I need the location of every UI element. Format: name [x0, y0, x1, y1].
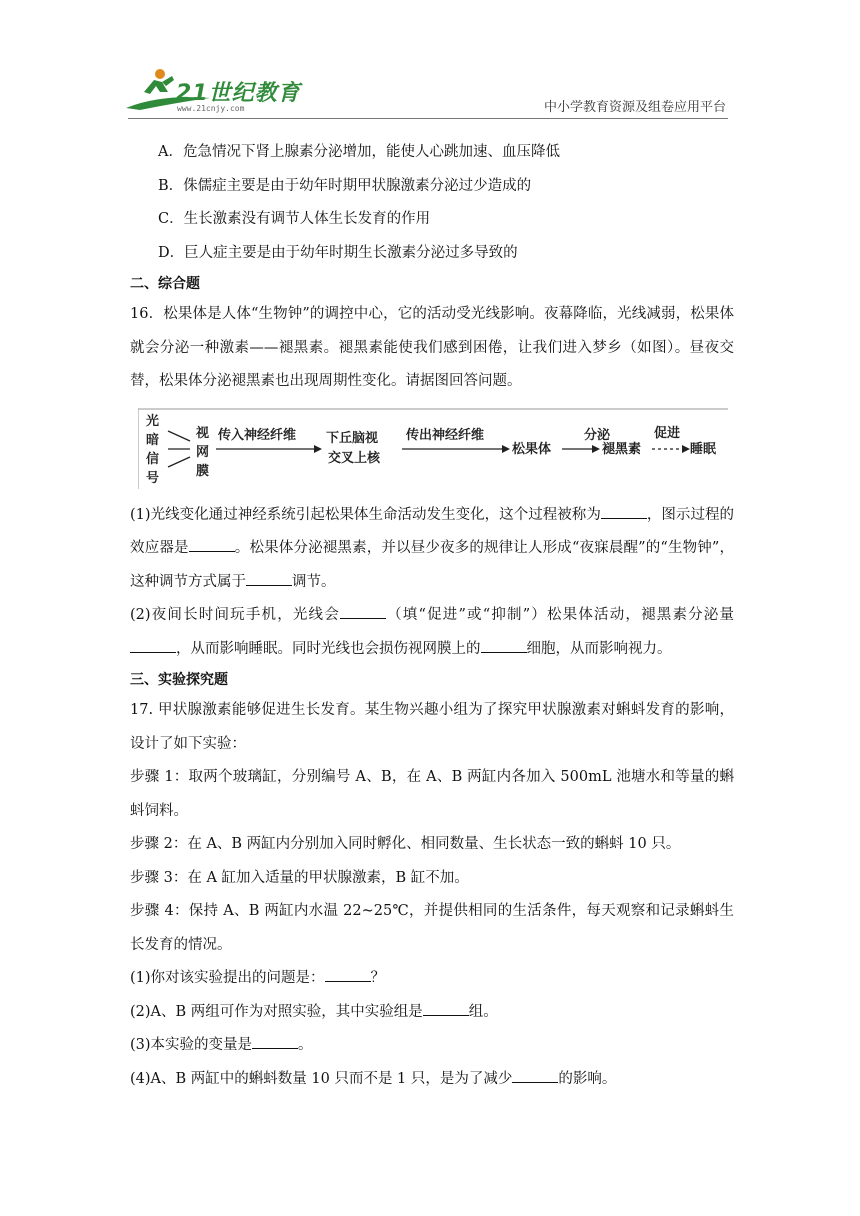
dg-n1-1: 暗: [146, 432, 160, 448]
answer-blank[interactable]: [189, 537, 235, 552]
dg-n2-0: 视: [196, 425, 210, 441]
melatonin-flow-diagram: [138, 407, 728, 489]
answer-blank[interactable]: [325, 967, 371, 982]
dg-a1: 传入神经纤维: [218, 427, 297, 443]
dg-n1-3: 号: [146, 470, 160, 486]
page-header: [0, 0, 860, 130]
q16-sub2: (2)夜间长时间玩手机，光线会 （填“促进”或“抑制”）松果体活动，褪黑素分泌量，从而影响睡眠。同时光线也会损伤视网膜上的 细胞，从而影响视力。: [130, 599, 734, 666]
option-b: B．侏儒症主要是由于幼年时期甲状腺激素分泌过少造成的: [158, 177, 532, 194]
q17-sub4: (4)A、B 两缸中的蝌蚪数量 10 只而不是 1 只，是为了减少 的影响。: [130, 1063, 734, 1097]
platform-name: 中小学教育资源及组卷应用平台: [543, 100, 726, 115]
dg-n2-2: 膜: [196, 463, 210, 479]
section-heading-3: 三、实验探究题: [130, 672, 228, 688]
dg-n2-1: 网: [196, 444, 210, 460]
answer-blank[interactable]: [423, 1001, 469, 1016]
dg-n4: 松果体: [512, 441, 552, 457]
answer-blank[interactable]: [246, 571, 292, 586]
header-divider: [128, 118, 728, 119]
q17-step-2: 步骤 2：在 A、B 两缸内分别加入同时孵化、相同数量、生长状态一致的蝌蚪 10 只。: [130, 836, 681, 852]
dg-a4: 促进: [654, 425, 681, 441]
answer-blank[interactable]: [481, 638, 527, 653]
section-heading-2: 二、综合题: [130, 276, 200, 292]
dg-n3-0: 下丘脑视: [326, 430, 379, 446]
dg-n3-1: 交叉上核: [328, 450, 381, 466]
logo-text: 21世纪教育: [176, 81, 301, 106]
q16-sub1: (1)光线变化通过神经系统引起松果体生命活动发生变化，这个过程被称为 ，图示过程的效应器是 。松果体分泌褪黑素，并以昼少夜多的规律让人形成“夜寐晨醒”的“生物钟”，这种调节方式属于 调节。: [130, 499, 734, 600]
q17-step-3: 步骤 3：在 A 缸加入适量的甲状腺激素，B 缸不加。: [130, 869, 469, 886]
q17-step-4: 步骤 4：保持 A、B 两缸内水温 22~25℃，并提供相同的生活条件，每天观察和记录蝌蚪生长发育的情况。: [130, 903, 734, 953]
option-c: C．生长激素没有调节人体生长发育的作用: [158, 211, 431, 227]
q17-stem: 17. 甲状腺激素能够促进生长发育。某生物兴趣小组为了探究甲状腺激素对蝌蚪发育的影响，设计了如下实验：: [130, 702, 734, 752]
dg-a2: 传出神经纤维: [406, 427, 485, 443]
dg-n5: 褪黑素: [602, 441, 642, 457]
answer-blank[interactable]: [601, 504, 647, 519]
dg-n1-2: 信: [146, 451, 160, 467]
dg-n6: 睡眠: [690, 441, 717, 457]
answer-blank[interactable]: [252, 1034, 298, 1049]
q17-sub3: (3)本实验的变量是 。: [130, 1029, 734, 1063]
option-d: D．巨人症主要是由于幼年时期生长激素分泌过多导致的: [158, 244, 518, 261]
answer-blank[interactable]: [340, 604, 386, 619]
answer-blank[interactable]: [512, 1068, 558, 1083]
option-a: A．危急情况下肾上腺素分泌增加，能使人心跳加速、血压降低: [158, 144, 560, 160]
answer-blank[interactable]: [130, 638, 176, 653]
q17-sub1: (1)你对该实验提出的问题是： ？: [130, 962, 734, 996]
dg-n1-0: 光: [146, 413, 160, 429]
logo-url: www.21cnjy.com: [177, 104, 245, 113]
q16-stem: 16．松果体是人体“生物钟”的调控中心，它的活动受光线影响。夜幕降临，光线减弱，松果体就会分泌一种激素——褪黑素。褪黑素能使我们感到困倦，让我们进入梦乡（如图）。昼夜交替，松果体分泌褪黑素也出现周期性变化。请据图回答问题。: [130, 306, 734, 389]
q17-step-1: 步骤 1：取两个玻璃缸，分别编号 A、B，在 A、B 两缸内各加入 500mL 池塘水和等量的蝌蚪饲料。: [130, 769, 734, 819]
dg-a3: 分泌: [584, 427, 611, 443]
document-body: [130, 136, 734, 1096]
q17-sub2: (2)A、B 两组可作为对照实验，其中实验组是 组。: [130, 996, 734, 1030]
